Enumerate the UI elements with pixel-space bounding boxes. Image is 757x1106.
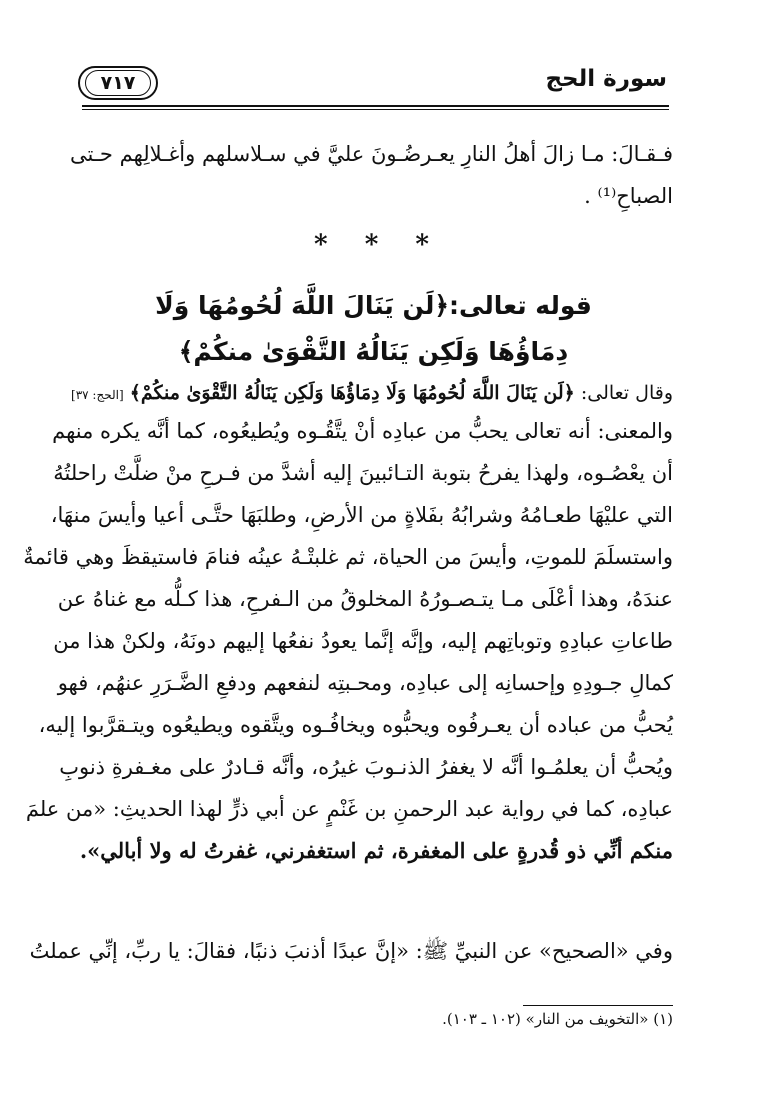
heading-line: قوله تعالى:﴿لَن يَنَالَ اللَّهَ لُحُومُهَا وَلَا [155,291,592,320]
last-paragraph [29,930,673,972]
text-line: ويُحبُّ أن يعلمُـوا أنَّه لا يغفرُ الذنـوبَ غيرُه، وأنَّه قـادرٌ على مغـفرةِ ذنوبِ [59,755,673,779]
text-line: الصباحِ⁽¹⁾ . [584,184,673,208]
header-rule [82,105,669,107]
text-line: وفي «الصحيح» عن النبيِّ ﷺ: «إنَّ عبدًا أذنبَ ذنبًا، فقالَ: يا ربِّ، إنِّي عملتُ [29,939,673,963]
text-line: كمالِ جـودِهِ وإحسانِه إلى عبادِه، ومحـبتِه لنفعهم ودفعِ الضَّـرَرِ عنهُم، فهو [57,671,673,695]
quote-prefix: وقال تعالى: [580,382,673,404]
section-heading [100,283,647,375]
text-line: عندَهُ، وهذا أعْلَى مـا يتـصـورُهُ المخلوقُ من الـفرحِ، هذا كـلُّه مع غناهُ عن [57,587,673,611]
intro-paragraph [69,133,673,217]
text-line: فـقـالَ: مـا زالَ أهلُ النارِ يعـرضُـونَ عليَّ في سـلاسلهم وأغـلالِهم حـتى [69,142,673,166]
page-number-badge [78,66,158,100]
page-number: ٧١٧ [85,70,151,96]
header-rule-thin [82,109,669,110]
verse-reference: [الحج: ٣٧] [71,388,124,402]
text-line: والمعنى: أنه تعالى يحبُّ من عبادِه أنْ يتَّقُـوه ويُطيعُوه، كما أنَّه يكره منهم [52,419,673,443]
text-line: التي عليْهَا طعـامُهُ وشرابُهُ بفَلاةٍ من الأرضِ، وطلبَهَا حتَّـى أعيا وأيسَ منهَا، [50,503,673,527]
surah-title: سورة الحج [545,66,667,92]
heading-line: دِمَاؤُهَا وَلَكِن يَنَالُهُ التَّقْوَىٰ منكُمْ﴾ [178,337,569,366]
footnote: (١) «التخويف من النار» (١٠٢ ـ ١٠٣). [442,1010,673,1028]
text-line: عبادِه، كما في رواية عبد الرحمنِ بن غَنْمٍ عن أبي ذرٍّ لهذا الحديثِ: «من علمَ [25,797,673,821]
text-line: منكم أنِّي ذو قُدرةٍ على المغفرة، ثم استغفرني، غفرتُ له ولا أبالي». [79,838,673,863]
text-line: يُحبُّ من عباده أن يعـرفُوه ويحبُّوه ويخافُـوه ويتَّقوه ويطيعُوه ويتـقرَّبوا إليه، [38,713,673,737]
text-line: طاعاتِ عبادِهِ وتوباتِهم إليه، وإنَّه إنَّما يعودُ نفعُها إليهم دونَهُ، ولكنْ هذا من [53,629,673,653]
quote-line [71,382,673,404]
text-line: واستسلَمَ للموتِ، وأيسَ من الحياة، ثم غلبتْـهُ عينُه فنامَ فاستيقظَ وهي قائمةٌ [23,545,673,569]
body-paragraph [23,410,673,872]
section-separator: * * * [314,230,443,260]
footnote-rule [523,1005,673,1006]
text-line: أن يعْصُـوه، ولهذا يفرحُ بتوبة التـائبينَ إليه أشدَّ من فـرحِ منْ ضلَّتْ راحلتُهُ [53,461,673,485]
quran-verse: ﴿لَن يَنَالَ اللَّهَ لُحُومُهَا وَلَا دِمَاؤُهَا وَلَكِن يَنَالُهُ التَّقْوَىٰ منكُمْ﴾ [129,382,575,404]
